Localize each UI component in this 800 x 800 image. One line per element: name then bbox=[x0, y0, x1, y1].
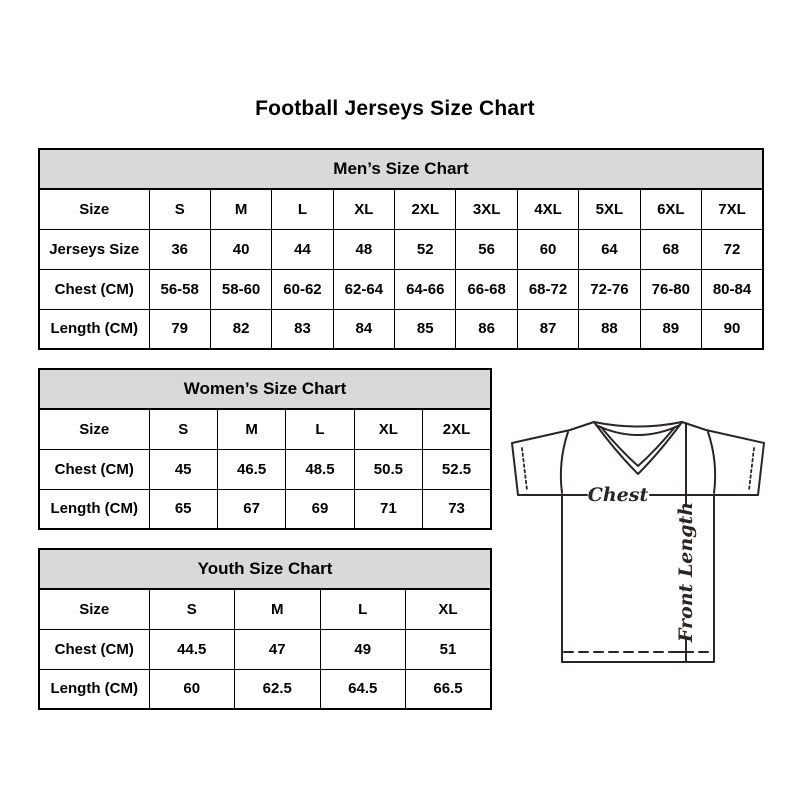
table-cell: L bbox=[272, 189, 333, 229]
table-cell: M bbox=[210, 189, 271, 229]
right-cuff-stitch-icon bbox=[749, 448, 754, 490]
right-armhole-seam bbox=[708, 432, 715, 493]
table-cell: 60 bbox=[517, 229, 578, 269]
table-cell: 2XL bbox=[423, 409, 491, 449]
table-cell: 79 bbox=[149, 309, 210, 349]
table-cell: 85 bbox=[395, 309, 456, 349]
table-cell: 80-84 bbox=[702, 269, 763, 309]
table-cell: XL bbox=[333, 189, 394, 229]
table-cell: 51 bbox=[406, 629, 492, 669]
table-row bbox=[39, 409, 491, 449]
jersey-body-outline bbox=[512, 422, 764, 662]
table-cell: 6XL bbox=[640, 189, 701, 229]
row-label: Size bbox=[39, 589, 149, 629]
table-cell: 56-58 bbox=[149, 269, 210, 309]
table-cell: 64.5 bbox=[320, 669, 406, 709]
table-header-row bbox=[39, 149, 763, 189]
table-cell: 68 bbox=[640, 229, 701, 269]
table-section-title: Men’s Size Chart bbox=[39, 149, 763, 189]
table-cell: 2XL bbox=[395, 189, 456, 229]
table-cell: 44 bbox=[272, 229, 333, 269]
table-cell: S bbox=[149, 409, 217, 449]
table-cell: 66.5 bbox=[406, 669, 492, 709]
table-cell: S bbox=[149, 189, 210, 229]
chest-measure-label: Chest bbox=[587, 484, 649, 506]
youth-size-chart bbox=[38, 548, 492, 710]
table-cell: 48.5 bbox=[286, 449, 354, 489]
table-cell: 72-76 bbox=[579, 269, 640, 309]
vneck-collar bbox=[594, 422, 682, 474]
table-cell: XL bbox=[406, 589, 492, 629]
table-cell: 67 bbox=[217, 489, 285, 529]
table-cell: 89 bbox=[640, 309, 701, 349]
mens-size-table bbox=[38, 148, 764, 348]
table-cell: 65 bbox=[149, 489, 217, 529]
table-cell: 76-80 bbox=[640, 269, 701, 309]
row-label: Length (CM) bbox=[39, 669, 149, 709]
table-cell: 64-66 bbox=[395, 269, 456, 309]
row-label: Size bbox=[39, 189, 149, 229]
table-row bbox=[39, 629, 491, 669]
table-cell: 87 bbox=[517, 309, 578, 349]
table-row bbox=[39, 669, 491, 709]
row-label: Jerseys Size bbox=[39, 229, 149, 269]
table-cell: 71 bbox=[354, 489, 422, 529]
table-cell: 69 bbox=[286, 489, 354, 529]
table-cell: 88 bbox=[579, 309, 640, 349]
table-section-title: Women’s Size Chart bbox=[39, 369, 491, 409]
table-cell: L bbox=[320, 589, 406, 629]
left-cuff-stitch-icon bbox=[522, 448, 527, 490]
table-cell: 60-62 bbox=[272, 269, 333, 309]
table-cell: 86 bbox=[456, 309, 517, 349]
front-length-measure-label: Front Length bbox=[675, 501, 697, 643]
table-cell: S bbox=[149, 589, 235, 629]
table-cell: M bbox=[217, 409, 285, 449]
table-cell: 46.5 bbox=[217, 449, 285, 489]
table-cell: 40 bbox=[210, 229, 271, 269]
row-label: Length (CM) bbox=[39, 489, 149, 529]
table-cell: 7XL bbox=[702, 189, 763, 229]
table-cell: 52 bbox=[395, 229, 456, 269]
youth-size-table bbox=[38, 548, 492, 708]
table-cell: L bbox=[286, 409, 354, 449]
table-cell: XL bbox=[354, 409, 422, 449]
table-cell: 36 bbox=[149, 229, 210, 269]
table-cell: 44.5 bbox=[149, 629, 235, 669]
row-label: Size bbox=[39, 409, 149, 449]
jersey-measurement-diagram bbox=[500, 400, 780, 680]
women-size-chart bbox=[38, 368, 492, 530]
table-cell: M bbox=[235, 589, 321, 629]
table-row bbox=[39, 449, 491, 489]
table-cell: 72 bbox=[702, 229, 763, 269]
table-header-row bbox=[39, 369, 491, 409]
table-cell: 66-68 bbox=[456, 269, 517, 309]
table-row bbox=[39, 589, 491, 629]
table-cell: 45 bbox=[149, 449, 217, 489]
table-cell: 64 bbox=[579, 229, 640, 269]
table-cell: 62-64 bbox=[333, 269, 394, 309]
row-label: Length (CM) bbox=[39, 309, 149, 349]
men-size-chart bbox=[38, 148, 764, 350]
table-cell: 5XL bbox=[579, 189, 640, 229]
table-section-title: Youth Size Chart bbox=[39, 549, 491, 589]
table-cell: 58-60 bbox=[210, 269, 271, 309]
table-cell: 68-72 bbox=[517, 269, 578, 309]
table-cell: 52.5 bbox=[423, 449, 491, 489]
table-cell: 82 bbox=[210, 309, 271, 349]
table-cell: 60 bbox=[149, 669, 235, 709]
left-armhole-seam bbox=[561, 432, 568, 493]
womens-size-table bbox=[38, 368, 492, 528]
table-cell: 4XL bbox=[517, 189, 578, 229]
table-row bbox=[39, 309, 763, 349]
table-cell: 90 bbox=[702, 309, 763, 349]
table-cell: 50.5 bbox=[354, 449, 422, 489]
table-cell: 49 bbox=[320, 629, 406, 669]
table-cell: 73 bbox=[423, 489, 491, 529]
row-label: Chest (CM) bbox=[39, 269, 149, 309]
table-cell: 47 bbox=[235, 629, 321, 669]
row-label: Chest (CM) bbox=[39, 449, 149, 489]
table-cell: 62.5 bbox=[235, 669, 321, 709]
table-row bbox=[39, 189, 763, 229]
table-row bbox=[39, 489, 491, 529]
table-cell: 3XL bbox=[456, 189, 517, 229]
table-cell: 84 bbox=[333, 309, 394, 349]
table-cell: 83 bbox=[272, 309, 333, 349]
table-cell: 56 bbox=[456, 229, 517, 269]
table-cell: 48 bbox=[333, 229, 394, 269]
page-title: Football Jerseys Size Chart bbox=[255, 97, 535, 120]
row-label: Chest (CM) bbox=[39, 629, 149, 669]
table-row bbox=[39, 229, 763, 269]
table-row bbox=[39, 269, 763, 309]
table-header-row bbox=[39, 549, 491, 589]
